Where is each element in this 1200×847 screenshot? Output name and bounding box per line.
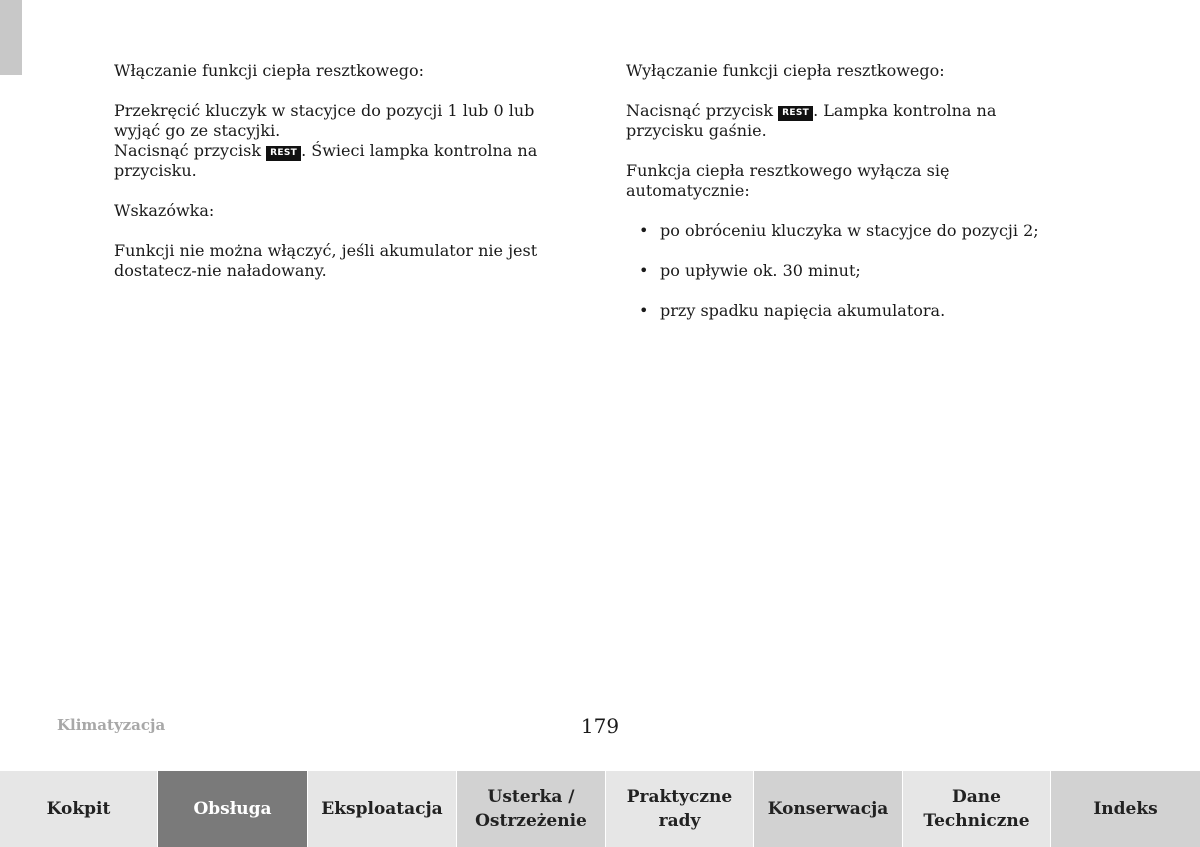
list-item-text: przy spadku napięcia akumulatora. (660, 301, 946, 320)
left-heading: Włączanie funkcji ciepła resztkowego: (114, 61, 424, 80)
tab-label: Obsługa (193, 799, 272, 819)
left-step-2 (114, 141, 584, 181)
list-item-text: po upływie ok. 30 minut; (660, 261, 861, 280)
tab-label: Indeks (1093, 799, 1158, 819)
list-item (626, 221, 1066, 241)
tab-praktyczne-rady[interactable] (606, 771, 754, 847)
tab-label: Eksploatacja (321, 799, 443, 819)
tab-label: Kokpit (46, 799, 111, 819)
tab-label-line-1: Dane (952, 787, 1001, 807)
auto-off-list (626, 221, 1066, 321)
rest-button-icon: REST (778, 106, 813, 121)
right-step-before: Nacisnąć przycisk (626, 101, 779, 120)
rest-button-icon: REST (266, 146, 301, 161)
chapter-navigation (0, 771, 1200, 847)
list-item (626, 261, 1066, 281)
right-heading: Wyłączanie funkcji ciepła resztkowego: (626, 61, 945, 80)
note-text: Funkcji nie można włączyć, jeśli akumulator nie jest dostatecz-nie naładowany. (114, 241, 538, 280)
page-edge-marker (0, 0, 22, 75)
tab-label: Konserwacja (767, 799, 889, 819)
tab-kokpit[interactable] (0, 771, 158, 847)
tab-label-line-1: Praktyczne (626, 787, 733, 807)
tab-eksploatacja[interactable] (308, 771, 457, 847)
tab-obsluga[interactable] (158, 771, 308, 847)
tab-label-line-1: Usterka / (487, 787, 575, 807)
left-step-2-after: . Świeci lampka kontrolna na przycisku. (114, 141, 538, 180)
tab-label-line-2: Ostrzeżenie (475, 811, 587, 831)
auto-off-text: Funkcja ciepła resztkowego wyłącza się automatycznie: (626, 161, 950, 200)
right-step-after: . Lampka kontrolna na przycisku gaśnie. (626, 101, 997, 140)
section-label: Klimatyzacja (57, 716, 166, 734)
bullet-icon: • (639, 261, 649, 280)
list-item-text: po obróceniu kluczyka w stacyjce do pozycji 2; (660, 221, 1039, 240)
left-column (114, 61, 584, 301)
bullet-icon: • (639, 301, 649, 320)
right-column (626, 61, 1066, 341)
list-item (626, 301, 1066, 321)
tab-konserwacja[interactable] (754, 771, 903, 847)
left-step-1: Przekręcić kluczyk w stacyjce do pozycji 1 lub 0 lub wyjąć go ze stacyjki. (114, 101, 535, 140)
right-step (626, 101, 1066, 141)
bullet-icon: • (639, 221, 649, 240)
page-number: 179 (580, 714, 620, 738)
tab-usterka-ostrzezenie[interactable] (457, 771, 606, 847)
tab-label-line-2: Techniczne (923, 811, 1030, 831)
tab-indeks[interactable] (1051, 771, 1200, 847)
left-step-2-before: Nacisnąć przycisk (114, 141, 267, 160)
tab-label-line-2: rady (658, 811, 701, 831)
note-heading: Wskazówka: (114, 201, 215, 220)
tab-dane-techniczne[interactable] (903, 771, 1051, 847)
